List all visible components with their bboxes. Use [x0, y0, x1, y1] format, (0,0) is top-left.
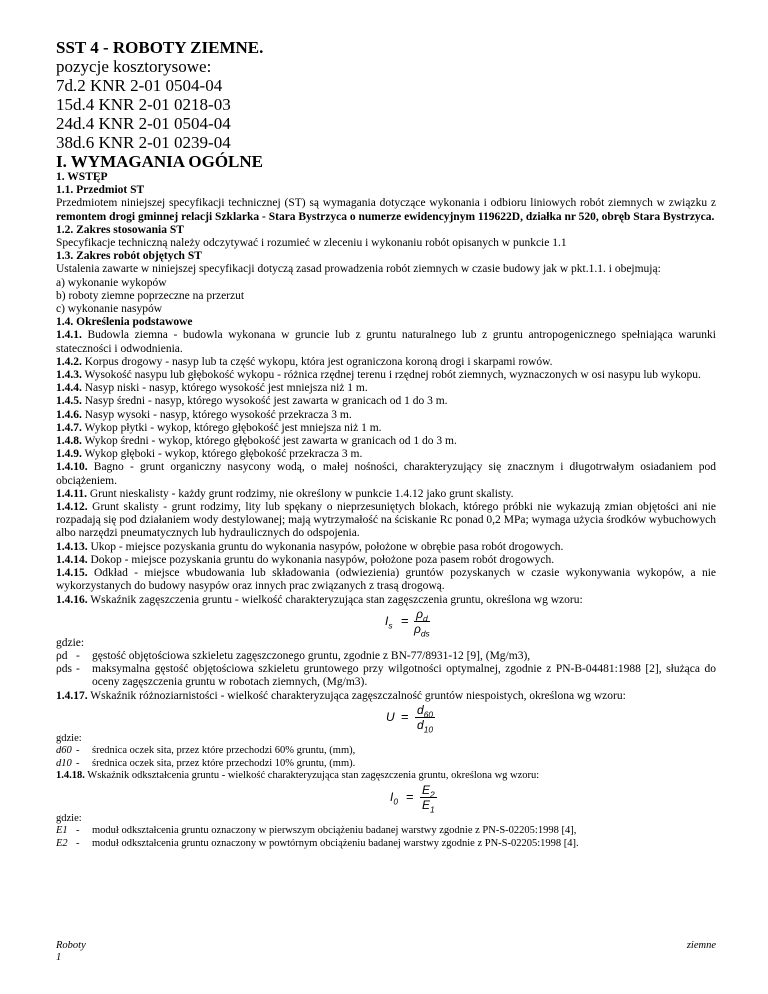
document-page [56, 38, 716, 850]
symbol-definitions [56, 745, 716, 770]
symbol-row: d60 - średnica oczek sita, przez które przechodzi 60% gruntu, (mm), [56, 745, 356, 757]
list-item: b) roboty ziemne poprzeczne na przerzut [56, 289, 245, 302]
definition-item: 1.4.11. Grunt nieskalisty - każdy grunt rodzimy, nie określony w punkcie 1.4.12 jako grunt skalisty. [56, 487, 514, 500]
definition-item: 1.4.10. Bagno - grunt organiczny nasycony wodą, o małej nośności, charakteryzujący się znacznym i długotrwałym osiadaniem pod obciążeniem. [56, 461, 716, 487]
heading-1-2: 1.2. Zakres stosowania ST [56, 223, 184, 236]
position-item: 15d.4 KNR 2-01 0218-03 [56, 95, 231, 114]
definition-item: 1.4.17. Wskaźnik różnoziarnistości - wielkość charakteryzująca zagęszczalność gruntów niespoistych, określona wg wzoru: [56, 689, 626, 702]
section-heading: I. WYMAGANIA OGÓLNE [56, 152, 264, 171]
heading-1-1: 1.1. Przedmiot ST [56, 184, 145, 197]
formula-deformation-index: $I_0$ = $\frac{E_2}{E_1}$ [390, 782, 435, 815]
position-item: 38d.6 KNR 2-01 0239-04 [56, 133, 231, 152]
positions-label: pozycje kosztorysowe: [56, 57, 212, 76]
definition-item: 1.4.3. Wysokość nasypu lub głębokość wykopu - różnica rzędnej terenu i rzędnej robót ziemnych, wyznaczonych w osi nasypu lub wykopu. [56, 369, 701, 382]
symbol-row: E1 - moduł odkształcenia gruntu oznaczony w pierwszym obciążeniu badanej warstwy zgodnie z PN-S-02205:1998 [4], [56, 825, 577, 837]
heading-wstep: 1. WSTĘP [56, 171, 108, 183]
definition-item: 1.4.1. Budowla ziemna - budowla wykonana w gruncie lub z gruntu naturalnego lub z gruntu antropogenicznego spełniająca warunki stateczności i odwodnienia. [56, 329, 716, 355]
paragraph-1-1: Przedmiotem niniejszej specyfikacji technicznej (ST) są wymagania dotyczące wykonania i odbioru liniowych robót ziemnych w związku z remontem drogi gminnej relacji Szklarka - Stara Bystrzyca o numerze ewidencyjnym 119622D, działka nr 520, obręb Stara Bystrzyca. [56, 197, 716, 223]
formula-uniformity: U = $\frac{d_{60}}{d_{10}}$ [386, 702, 434, 735]
position-item: 7d.2 KNR 2-01 0504-04 [56, 76, 223, 95]
heading-1-4: 1.4. Określenia podstawowe [56, 316, 193, 329]
definition-item: 1.4.12. Grunt skalisty - grunt rodzimy, lity lub spękany o nieprzesuniętych blokach, którego próbki nie wykazują zmian objętości ani nie rozpadają się pod działaniem wody destylowanej; mają wytrzymałość na ściskanie Rc ponad 0,2 MPa; wymaga użycia środków wybuchowych albo narzędzi pneumatycznych lub hydraulicznych do odspojenia. [56, 501, 716, 540]
footer-right: ziemne [686, 940, 716, 951]
symbol-row: d10 - średnica oczek sita, przez które przechodzi 10% gruntu, (mm). [56, 757, 356, 769]
symbol-definitions [56, 825, 716, 850]
definition-item: 1.4.13. Ukop - miejsce pozyskania gruntu do wykonania nasypów, położone w obrębie pasa robót drogowych. [56, 540, 564, 553]
symbol-definitions [56, 650, 716, 690]
list-item: c) wykonanie nasypów [56, 303, 163, 316]
page-number: 1 [56, 952, 62, 963]
definition-item: 1.4.18. Wskaźnik odkształcenia gruntu - wielkość charakteryzująca stan zagęszczenia gruntu, określona wg wzoru: [56, 770, 540, 782]
definition-item: 1.4.9. Wykop głęboki - wykop, którego głębokość przekracza 3 m. [56, 448, 363, 461]
definition-item: 1.4.7. Wykop płytki - wykop, którego głębokość jest mniejsza niż 1 m. [56, 421, 382, 434]
definition-item: 1.4.4. Nasyp niski - nasyp, którego wysokość jest mniejsza niż 1 m. [56, 382, 368, 395]
definition-item: 1.4.14. Dokop - miejsce pozyskania gruntu do wykonania nasypów, położone poza pasem robót drogowych. [56, 553, 555, 566]
footer-left: Roboty [56, 940, 86, 951]
paragraph-1-2: Specyfikacje techniczną należy odczytywać i rozumieć w zleceniu i wykonaniu robót opisanych w punkcie 1.1 [56, 237, 567, 250]
definition-item: 1.4.8. Wykop średni - wykop, którego głębokość jest zawarta w granicach od 1 do 3 m. [56, 435, 457, 448]
definition-item: 1.4.15. Odkład - miejsce wbudowania lub składowania (odwiezienia) gruntów pozyskanych w czasie wykonywania wykopów, a nie wykorzystanych do budowy nasypów oraz innych prac związanych z trasą drogową. [56, 567, 716, 593]
definitions-list [56, 329, 716, 606]
definition-item: 1.4.16. Wskaźnik zagęszczenia gruntu - wielkość charakteryzująca stan zagęszczenia gruntu, określona wg wzoru: [56, 593, 583, 606]
page-footer [56, 940, 716, 964]
heading-1-3: 1.3. Zakres robót objętych ST [56, 250, 202, 263]
definition-item: 1.4.6. Nasyp wysoki - nasyp, którego wysokość przekracza 3 m. [56, 408, 352, 421]
formula-compaction-index: $I_s$ = $\rho_d$ $\rho_{ds}$ [385, 606, 430, 639]
symbol-row: E2 - moduł odkształcenia gruntu oznaczony w powtórnym obciążeniu badanej warstwy zgodnie z PN-S-02205:1998 [4]. [56, 837, 579, 849]
symbol-row: ρds - maksymalna gęstość objętościowa szkieletu gruntowego przy wilgotności optymalnej, zgodnie z PN-B-04481:1988 [2], służąca do oceny zagęszczenia gruntu w robotach ziemnych, (Mg/m3). [56, 663, 716, 689]
where-label: gdzie: [56, 636, 85, 649]
where-label: gdzie: [56, 732, 82, 744]
position-item: 24d.4 KNR 2-01 0504-04 [56, 114, 231, 133]
where-label: gdzie: [56, 812, 82, 824]
list-item: a) wykonanie wykopów [56, 276, 167, 289]
definition-item: 1.4.5. Nasyp średni - nasyp, którego wysokość jest zawarta w granicach od 1 do 3 m. [56, 395, 448, 408]
definition-item: 1.4.2. Korpus drogowy - nasyp lub ta część wykopu, która jest ograniczona koroną drogi i skarpami rowów. [56, 355, 553, 368]
paragraph-1-3: Ustalenia zawarte w niniejszej specyfikacji dotyczą zasad prowadzenia robót ziemnych w czasie budowy jak w pkt.1.1. i obejmują: [56, 263, 661, 276]
symbol-row: ρd - gęstość objętościowa szkieletu zagęszczonego gruntu, zgodnie z BN-77/8931-12 [9], (Mg/m3), [56, 649, 531, 662]
spec-title: SST 4 - ROBOTY ZIEMNE. [56, 38, 264, 57]
